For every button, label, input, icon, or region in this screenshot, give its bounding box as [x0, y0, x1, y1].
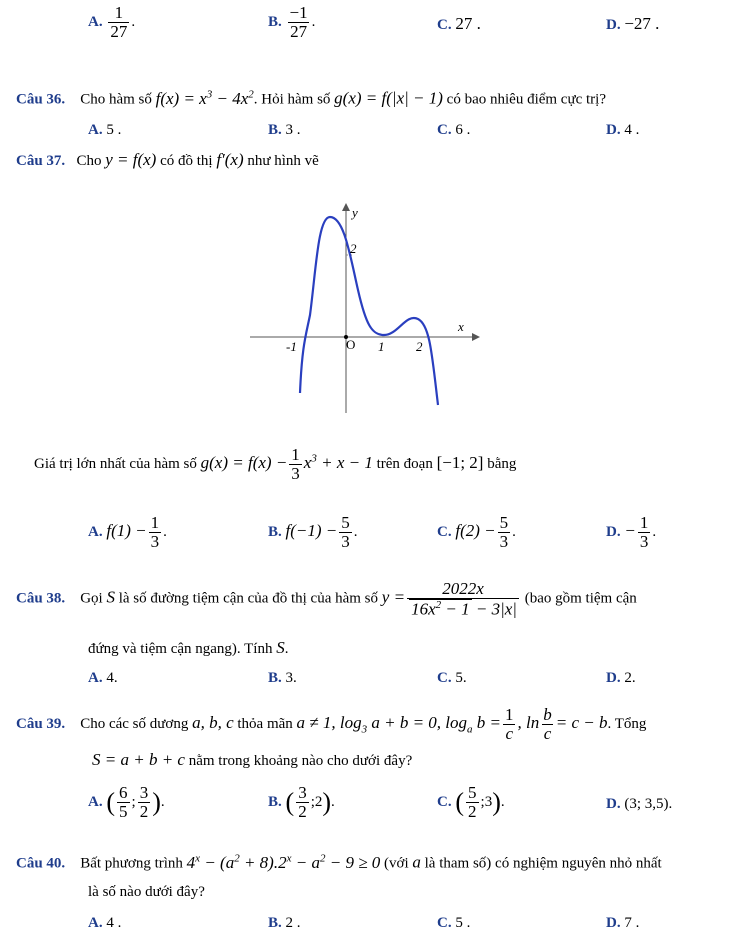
option-label: A. — [88, 13, 103, 30]
q38-line2: đứng và tiệm cận ngang). Tính S. — [88, 638, 289, 657]
q35-option-a — [88, 4, 135, 41]
y-axis-label: y — [352, 205, 358, 220]
q39-option-a: A. ( $\frac{6}{5}$ ; $\frac{3}{2}$ ). — [88, 783, 165, 821]
math-expr: y = f(x) — [105, 150, 157, 169]
option-end: . — [311, 13, 316, 30]
q38-option-c: C. 5. — [437, 670, 467, 686]
option-label: B. — [268, 13, 282, 30]
q39-option-d: D. (3; 3,5). — [606, 796, 673, 812]
q40-stem: Câu 40. Bất phương trình $4^x - (a^2 + 8).2^x - a^2 - 9 \ge 0$ (với a là tham số) có nghiệm nguyên nhỏ nhất — [16, 852, 662, 872]
fraction: $\frac{1}{3}$ — [291, 445, 300, 483]
x-tick-2: 2 — [416, 339, 423, 354]
f-prime-curve — [300, 217, 438, 405]
q36-option-c: C. 6 . — [437, 122, 471, 138]
q37-option-a: A. f(1) − $\frac{1}{3}$ . — [88, 513, 167, 551]
x-tick-neg1: -1 — [286, 339, 297, 354]
q38-option-b: B. 3. — [268, 670, 297, 686]
math-expr: g(x) = f(x) − — [200, 452, 288, 472]
q39-stem: Câu 39. Cho các số dương a, b, c thỏa mãn a ≠ 1, $\log_3 a + b = 0$, $\log_a b$ = $\frac{1}{c}$ , ln $\frac{b}{c}$ = c − b. Tổng — [16, 705, 647, 743]
q40-line2: là số nào dưới đây? — [88, 884, 205, 900]
option-text: −27 . — [624, 14, 660, 33]
stem-text: có bao nhiêu điểm cực trị? — [446, 91, 606, 108]
q36-option-d: D. 4 . — [606, 122, 640, 138]
q36-option-a: A. 5 . — [88, 122, 122, 138]
q40-option-d: D. 7 . — [606, 915, 640, 931]
q40-option-b: B. 2 . — [268, 915, 301, 931]
question-number: Câu 40. — [16, 855, 66, 872]
x-axis-arrow-icon — [472, 333, 480, 341]
math-expr: g(x) = f(|x| − 1) — [334, 88, 443, 108]
option-text: 27 . — [455, 14, 481, 33]
option-label: D. — [606, 17, 621, 33]
question-number: Câu 39. — [16, 715, 66, 732]
x-axis-label: x — [458, 319, 464, 334]
q35-option-d — [606, 14, 659, 34]
numerator: 1 — [114, 3, 124, 22]
math-expr: f′(x) — [216, 150, 244, 169]
option-label: C. — [437, 17, 452, 33]
q39-option-c: C. ( $\frac{5}{2}$ ;3). — [437, 783, 505, 821]
numerator: −1 — [289, 3, 308, 22]
y-tick-2: 2 — [350, 241, 357, 256]
option-end: . — [131, 13, 136, 30]
y-axis-arrow-icon — [342, 203, 350, 211]
q38-option-d: D. 2. — [606, 670, 636, 686]
q35-option-b — [268, 4, 315, 41]
question-number: Câu 38. — [16, 590, 66, 607]
denominator: 27 — [290, 21, 308, 41]
math-expr: $f(x) = x^3 - 4x^2$ — [155, 88, 254, 108]
question-number: Câu 37. — [16, 153, 66, 169]
q40-option-c: C. 5 . — [437, 915, 471, 931]
stem-text: . Hỏi hàm số — [253, 91, 331, 108]
q39-line2: S = a + b + c nằm trong khoảng nào cho dưới đây? — [92, 750, 413, 769]
q36-stem — [16, 88, 606, 109]
q39-option-b: B. ( $\frac{3}{2}$ ;2). — [268, 783, 335, 821]
interval: [−1; 2] — [436, 452, 484, 472]
x-tick-1: 1 — [378, 339, 385, 354]
q37-option-d: D. − $\frac{1}{3}$ . — [606, 513, 657, 551]
origin-label: O — [346, 337, 356, 352]
q37-question: Giá trị lớn nhất của hàm số g(x) = f(x) − $\frac{1}{3}$ $x^3 + x - 1$ trên đoạn [−1; 2] bằng — [34, 445, 517, 483]
fraction — [288, 4, 310, 41]
question-number: Câu 36. — [16, 91, 66, 108]
q36-option-b: B. 3 . — [268, 122, 301, 138]
derivative-graph — [240, 195, 490, 420]
stem-text: Cho hàm số — [80, 91, 152, 108]
q38-stem: Câu 38. Gọi S là số đường tiệm cận của đồ thị của hàm số y = $\frac{2022x}{16x^2 - 1 - 3|x|}$ (bao gồm tiệm cận — [16, 579, 637, 619]
q37-option-c: C. f(2) − $\frac{5}{3}$ . — [437, 513, 516, 551]
fraction: $\frac{2022x}{16x^2 - 1 - 3|x|}$ — [407, 580, 519, 618]
q40-option-a: A. 4 . — [88, 915, 122, 931]
q37-stem: Câu 37. Cho y = f(x) có đồ thị f′(x) như hình vẽ — [16, 150, 319, 169]
denominator: 27 — [110, 21, 128, 41]
fraction — [108, 4, 129, 41]
q35-option-c — [437, 14, 481, 34]
q37-option-b: B. f(−1) − $\frac{5}{3}$ . — [268, 513, 358, 551]
q38-option-a: A. 4. — [88, 670, 118, 686]
